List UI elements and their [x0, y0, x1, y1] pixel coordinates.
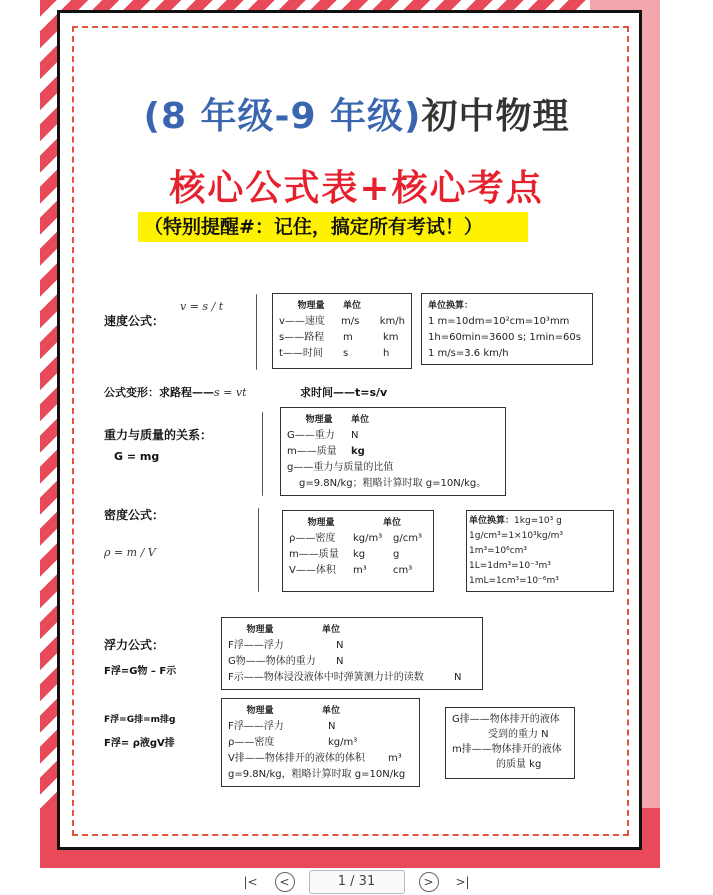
brace	[256, 294, 257, 370]
table-cell: V排——物体排开的液体的体积	[228, 753, 365, 764]
archimedes-side-box	[445, 707, 575, 779]
table-cell: m——质量	[287, 446, 337, 457]
conversion-line: 1L=1dm³=10⁻³m³	[469, 561, 551, 571]
conversion-line: 1m³=10⁶cm³	[469, 546, 528, 556]
table-cell: m	[343, 332, 353, 343]
table-cell: N	[328, 721, 336, 732]
speed-box	[272, 293, 412, 369]
brace	[258, 508, 259, 592]
side-line: m排——物体排开的液体	[452, 744, 562, 755]
table-cell: V——体积	[289, 565, 336, 576]
archimedes-formula-2: F浮= ρ液gV排	[104, 738, 175, 749]
transform-formula: s = vt	[214, 386, 247, 399]
col-unit: 单位	[322, 625, 341, 635]
table-cell: G——重力	[287, 430, 335, 441]
transform-time: 求时间——t=s/v	[300, 386, 388, 399]
table-cell: G物——物体的重力	[228, 656, 316, 667]
density-label: 密度公式：	[104, 508, 165, 522]
table-cell: g/cm³	[393, 533, 422, 544]
side-line: G排——物体排开的液体	[452, 714, 560, 725]
table-cell: g——重力与质量的比值	[287, 462, 394, 473]
col-quantity: 物理量	[307, 518, 335, 528]
table-cell: m³	[388, 753, 402, 764]
title-subject: 初中物理	[421, 96, 570, 137]
conversion-line: 1 m=10dm=10²cm=10³mm	[428, 316, 570, 327]
table-cell: m——质量	[289, 549, 339, 560]
prev-page-button[interactable]: <	[275, 872, 295, 892]
gravity-note: g=9.8N/kg；粗略计算时取 g=10N/kg。	[299, 478, 487, 489]
archimedes-box	[221, 698, 420, 787]
conversion-line: 1 m/s=3.6 km/h	[428, 348, 509, 359]
buoyancy-box	[221, 617, 483, 690]
conversion-line: 1h=60min=3600 s; 1min=60s	[428, 332, 581, 343]
table-cell: s——路程	[279, 332, 325, 343]
table-cell: N	[454, 672, 462, 683]
conversion-title: 单位换算：	[428, 301, 474, 311]
archimedes-formula-1: F浮=G排=m排g	[104, 715, 176, 725]
gravity-formula: G = mg	[114, 450, 160, 463]
brace	[262, 412, 263, 496]
table-cell: N	[351, 430, 359, 441]
table-cell: v——速度	[279, 316, 325, 327]
table-cell: g	[393, 549, 400, 560]
density-conversion-box	[466, 510, 614, 592]
first-page-button[interactable]: |<	[243, 874, 258, 889]
buoyancy-label: 浮力公式：	[104, 638, 165, 652]
title-grade: (8 年级-9 年级)	[143, 96, 422, 137]
transform-label	[104, 384, 247, 400]
table-cell: km	[383, 332, 399, 343]
col-unit: 单位	[322, 706, 341, 716]
page-indicator[interactable]: 1 / 31	[309, 870, 405, 894]
table-cell: N	[336, 640, 344, 651]
col-quantity: 物理量	[246, 706, 274, 716]
table-cell: kg/m³	[353, 533, 383, 544]
table-cell: ρ——密度	[289, 533, 336, 544]
side-line: 受到的重力 N	[488, 729, 549, 740]
table-cell: F浮——浮力	[228, 721, 284, 732]
page-subtitle: 核心公式表+核心考点	[169, 168, 544, 209]
col-quantity: 物理量	[305, 415, 333, 425]
table-cell: km/h	[379, 316, 405, 327]
table-cell: kg/m³	[328, 737, 358, 748]
archimedes-note: g=9.8N/kg，粗略计算时取 g=10N/kg	[228, 769, 406, 780]
col-unit: 单位	[351, 415, 370, 425]
table-cell: t——时间	[279, 348, 323, 359]
col-unit: 单位	[343, 301, 362, 311]
table-cell: F浮——浮力	[228, 640, 284, 651]
conversion-line: 1kg=10³ g	[514, 516, 562, 526]
col-unit: 单位	[383, 518, 402, 528]
col-quantity: 物理量	[297, 301, 325, 311]
table-cell: cm³	[393, 565, 413, 576]
speed-conversion-box	[421, 293, 593, 365]
table-cell: F示——物体浸没液体中时弹簧测力计的读数	[228, 672, 424, 683]
gravity-label: 重力与质量的关系：	[104, 428, 213, 442]
side-line: 的质量 kg	[496, 759, 542, 770]
conversion-title: 单位换算：	[469, 516, 515, 526]
table-cell: h	[383, 348, 390, 359]
conversion-line: 1g/cm³=1×10³kg/m³	[469, 531, 563, 541]
col-quantity: 物理量	[246, 625, 274, 635]
table-cell: m/s	[341, 316, 360, 327]
table-cell: m³	[353, 565, 367, 576]
transform-text: 公式变形：求路程——	[104, 386, 214, 399]
table-cell: N	[336, 656, 344, 667]
next-page-button[interactable]: >	[419, 872, 439, 892]
table-cell: s	[343, 348, 349, 359]
speed-formula: v = s / t	[180, 300, 224, 313]
density-box	[282, 510, 434, 592]
table-cell: ρ——密度	[228, 737, 275, 748]
buoyancy-formula: F浮=G物 – F示	[104, 666, 177, 677]
speed-label: 速度公式：	[104, 314, 165, 328]
density-formula: ρ = m / V	[104, 546, 156, 559]
gravity-box	[280, 407, 506, 496]
table-cell: kg	[353, 549, 366, 560]
last-page-button[interactable]: >|	[455, 874, 470, 889]
conversion-line: 1mL=1cm³=10⁻⁶m³	[469, 576, 559, 586]
table-cell: kg	[351, 446, 365, 457]
reminder-banner: （特别提醒#：记住，搞定所有考试！）	[138, 212, 528, 242]
page-title	[0, 88, 713, 139]
pagination-bar	[0, 868, 713, 895]
